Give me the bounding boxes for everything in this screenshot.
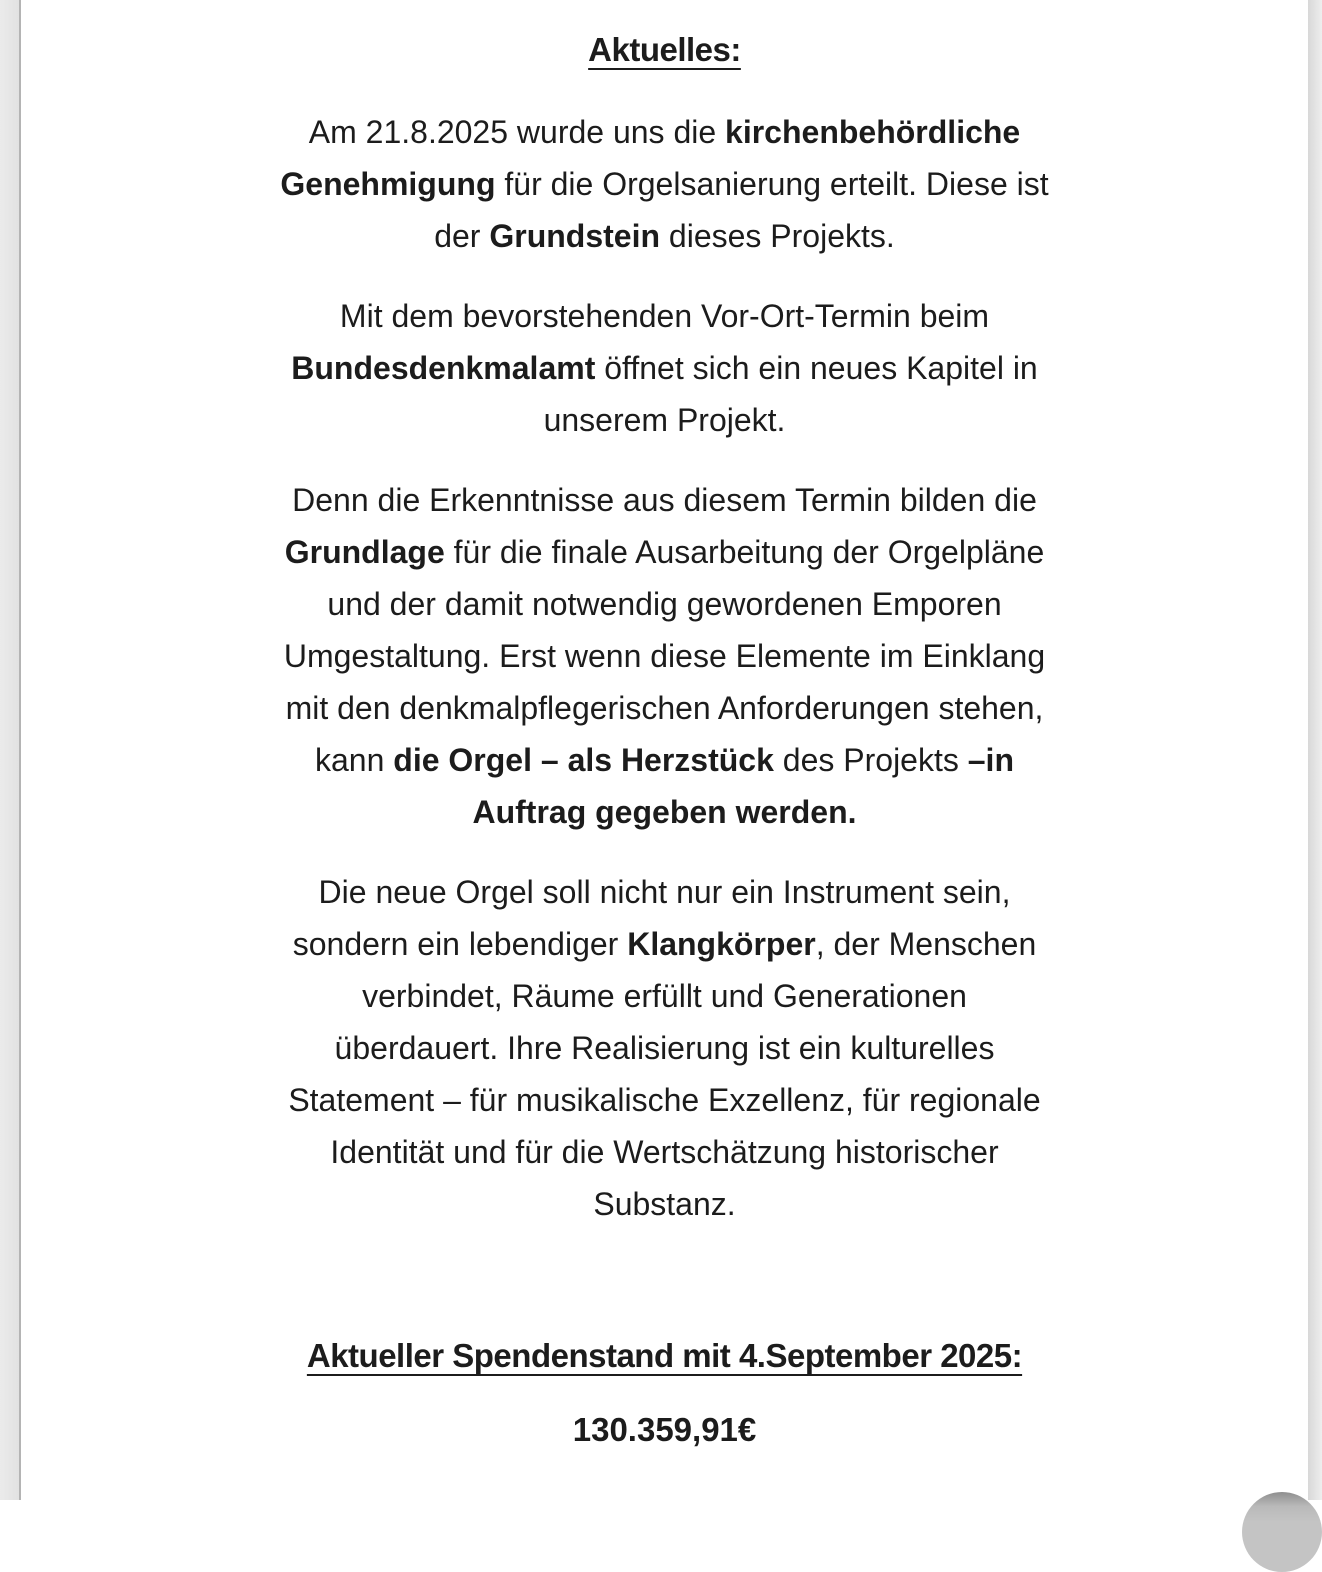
emphasized-text: kirchenbehördliche xyxy=(725,114,1021,150)
text-segment: verbindet, Räume erfüllt und Generationen xyxy=(362,978,967,1014)
text-segment: Mit dem bevorstehenden Vor-Ort-Termin beim xyxy=(339,298,990,334)
text-segment: des Projekts xyxy=(773,742,968,778)
text-segment: , der Menschen xyxy=(815,926,1037,962)
page-left-margin xyxy=(0,0,21,1500)
emphasized-text: Auftrag gegeben werden. xyxy=(472,794,857,830)
text-segment: und der damit notwendig gewordenen Emporen xyxy=(327,586,1002,622)
text-segment: kann xyxy=(315,742,394,778)
text-segment: der xyxy=(434,218,490,254)
text-segment: Am 21.8.2025 wurde uns die xyxy=(308,114,726,150)
document-page xyxy=(21,0,1308,1500)
emphasized-text: Grundstein xyxy=(489,218,661,254)
text-segment: für die finale Ausarbeitung der Orgelpläne xyxy=(444,534,1045,570)
text-segment: dieses Projekts. xyxy=(660,218,895,254)
emphasized-text: Grundlage xyxy=(284,534,445,570)
text-segment: sondern ein lebendiger xyxy=(292,926,628,962)
page-right-margin xyxy=(1308,0,1322,1500)
text-segment: überdauert. Ihre Realisierung ist ein kulturelles xyxy=(334,1030,995,1066)
text-segment: mit den denkmalpflegerischen Anforderungen stehen, xyxy=(285,690,1044,726)
emphasized-text: –in xyxy=(967,742,1014,778)
text-segment: Substanz. xyxy=(593,1186,736,1222)
article xyxy=(215,28,1115,1452)
text-segment: für die Orgelsanierung erteilt. Diese ist xyxy=(495,166,1049,202)
scroll-top-button-partial[interactable] xyxy=(1242,1492,1322,1572)
donation-status-heading: Aktueller Spendenstand mit 4.September 2025: xyxy=(306,1337,1023,1374)
emphasized-text: Klangkörper xyxy=(627,926,816,962)
text-segment: Statement – für musikalische Exzellenz, für regionale xyxy=(288,1082,1041,1118)
text-segment: Identität und für die Wertschätzung historischer xyxy=(330,1134,999,1170)
text-segment: Umgestaltung. Erst wenn diese Elemente im Einklang xyxy=(283,638,1046,674)
paragraph xyxy=(215,866,1115,1230)
emphasized-text: Bundesdenkmalamt xyxy=(291,350,596,386)
emphasized-text: die Orgel – als Herzstück xyxy=(393,742,774,778)
paragraph xyxy=(215,106,1115,262)
text-segment: öffnet sich ein neues Kapitel in xyxy=(595,350,1038,386)
text-segment: Denn die Erkenntnisse aus diesem Termin bilden die xyxy=(292,482,1037,518)
article-body xyxy=(215,106,1115,1230)
donation-amount: 130.359,91€ xyxy=(572,1411,757,1448)
text-segment: Die neue Orgel soll nicht nur ein Instrument sein, xyxy=(318,874,1011,910)
paragraph xyxy=(215,474,1115,838)
article-heading: Aktuelles: xyxy=(588,31,741,68)
paragraph xyxy=(215,290,1115,446)
text-segment: unserem Projekt. xyxy=(543,402,786,438)
emphasized-text: Genehmigung xyxy=(280,166,496,202)
